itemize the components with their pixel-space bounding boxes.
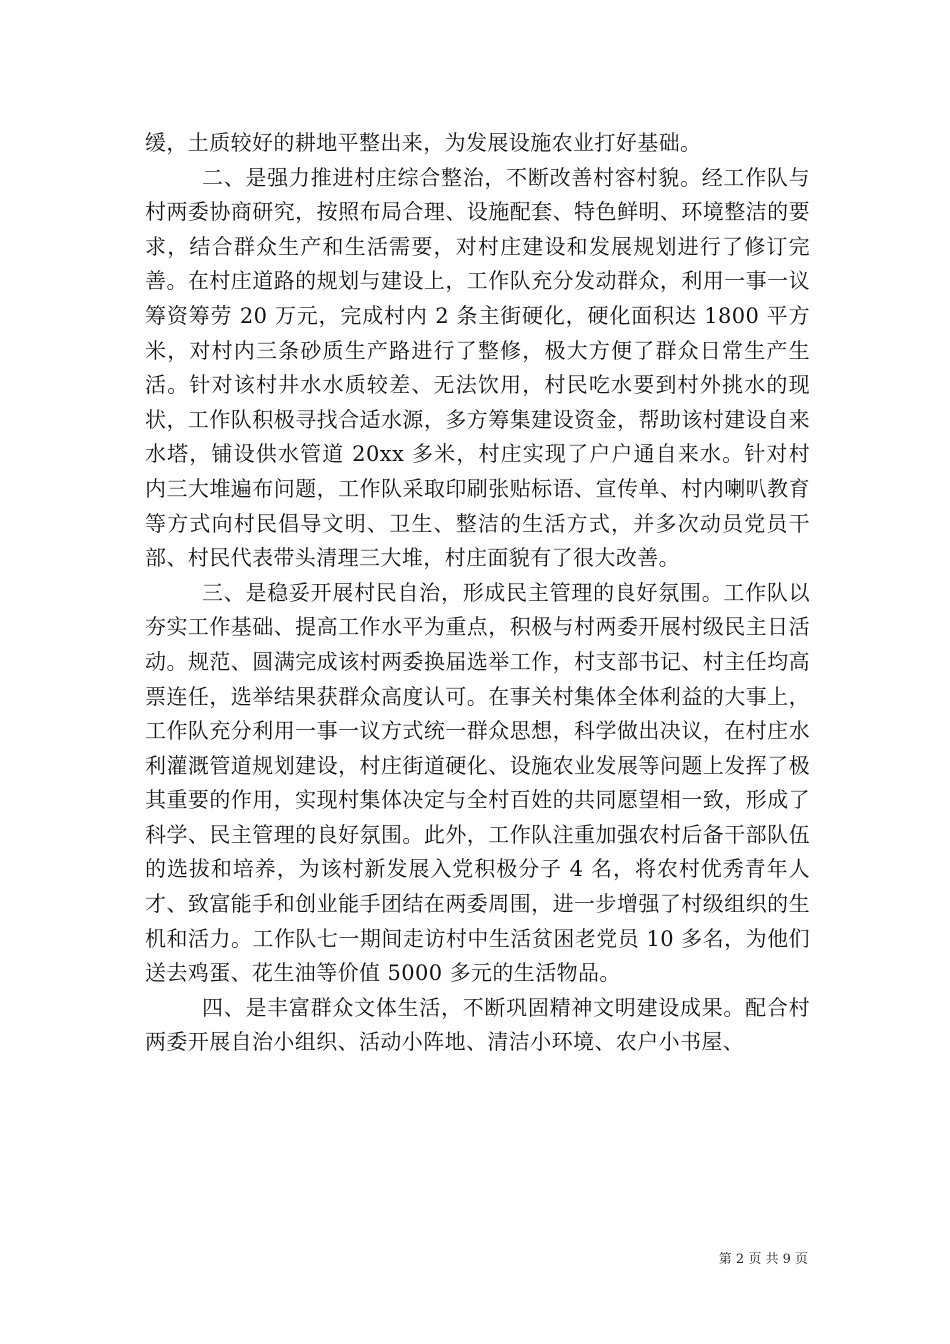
- paragraph-section-two: 二、是强力推进村庄综合整治，不断改善村容村貌。经工作队与村两委协商研究，按照布局合理、设施配套、特色鲜明、环境整洁的要求，结合群众生产和生活需要，对村庄建设和发展规划进行了修订完善。在村庄道路的规划与建设上，工作队充分发动群众，利用一事一议筹资筹劳 20 万元，完成村内 2 条主街硬化，硬化面积达 1800 平方米，对村内三条砂质生产路进行了整修，极大方便了群众日常生产生活。针对该村井水水质较差、无法饮用，村民吃水要到村外挑水的现状，工作队积极寻找合适水源，多方筹集建设资金，帮助该村建设自来水塔，铺设供水管道 20xx 多米，村庄实现了户户通自来水。针对村内三大堆遍布问题，工作队采取印刷张贴标语、宣传单、村内喇叭教育等方式向村民倡导文明、卫生、整洁的生活方式，并多次动员党员干部、村民代表带头清理三大堆，村庄面貌有了很大改善。: [145, 165, 810, 571]
- paragraph-section-four: 四、是丰富群众文体生活，不断巩固精神文明建设成果。配合村两委开展自治小组织、活动小阵地、清洁小环境、农户小书屋、: [145, 995, 810, 1055]
- page-number-footer: 第 2 页 共 9 页: [718, 1252, 808, 1267]
- paragraph-continuation: 缓，土质较好的耕地平整出来，为发展设施农业打好基础。: [145, 131, 702, 155]
- paragraph-section-three: 三、是稳妥开展村民自治，形成民主管理的良好氛围。工作队以夯实工作基础、提高工作水平为重点，积极与村两委开展村级民主日活动。规范、圆满完成该村两委换届选举工作，村支部书记、村主任均高票连任，选举结果获群众高度认可。在事关村集体全体利益的大事上，工作队充分利用一事一议方式统一群众思想，科学做出决议，在村庄水利灌溉管道规划建设，村庄街道硬化、设施农业发展等问题上发挥了极其重要的作用，实现村集体决定与全村百姓的共同愿望相一致，形成了科学、民主管理的良好氛围。此外，工作队注重加强农村后备干部队伍的选拔和培养，为该村新发展入党积极分子 4 名，将农村优秀青年人才、致富能手和创业能手团结在两委周围，进一步增强了村级组织的生机和活力。工作队七一期间走访村中生活贫困老党员 10 多名，为他们送去鸡蛋、花生油等价值 5000 多元的生活物品。: [145, 580, 810, 986]
- document-body: [145, 126, 810, 1060]
